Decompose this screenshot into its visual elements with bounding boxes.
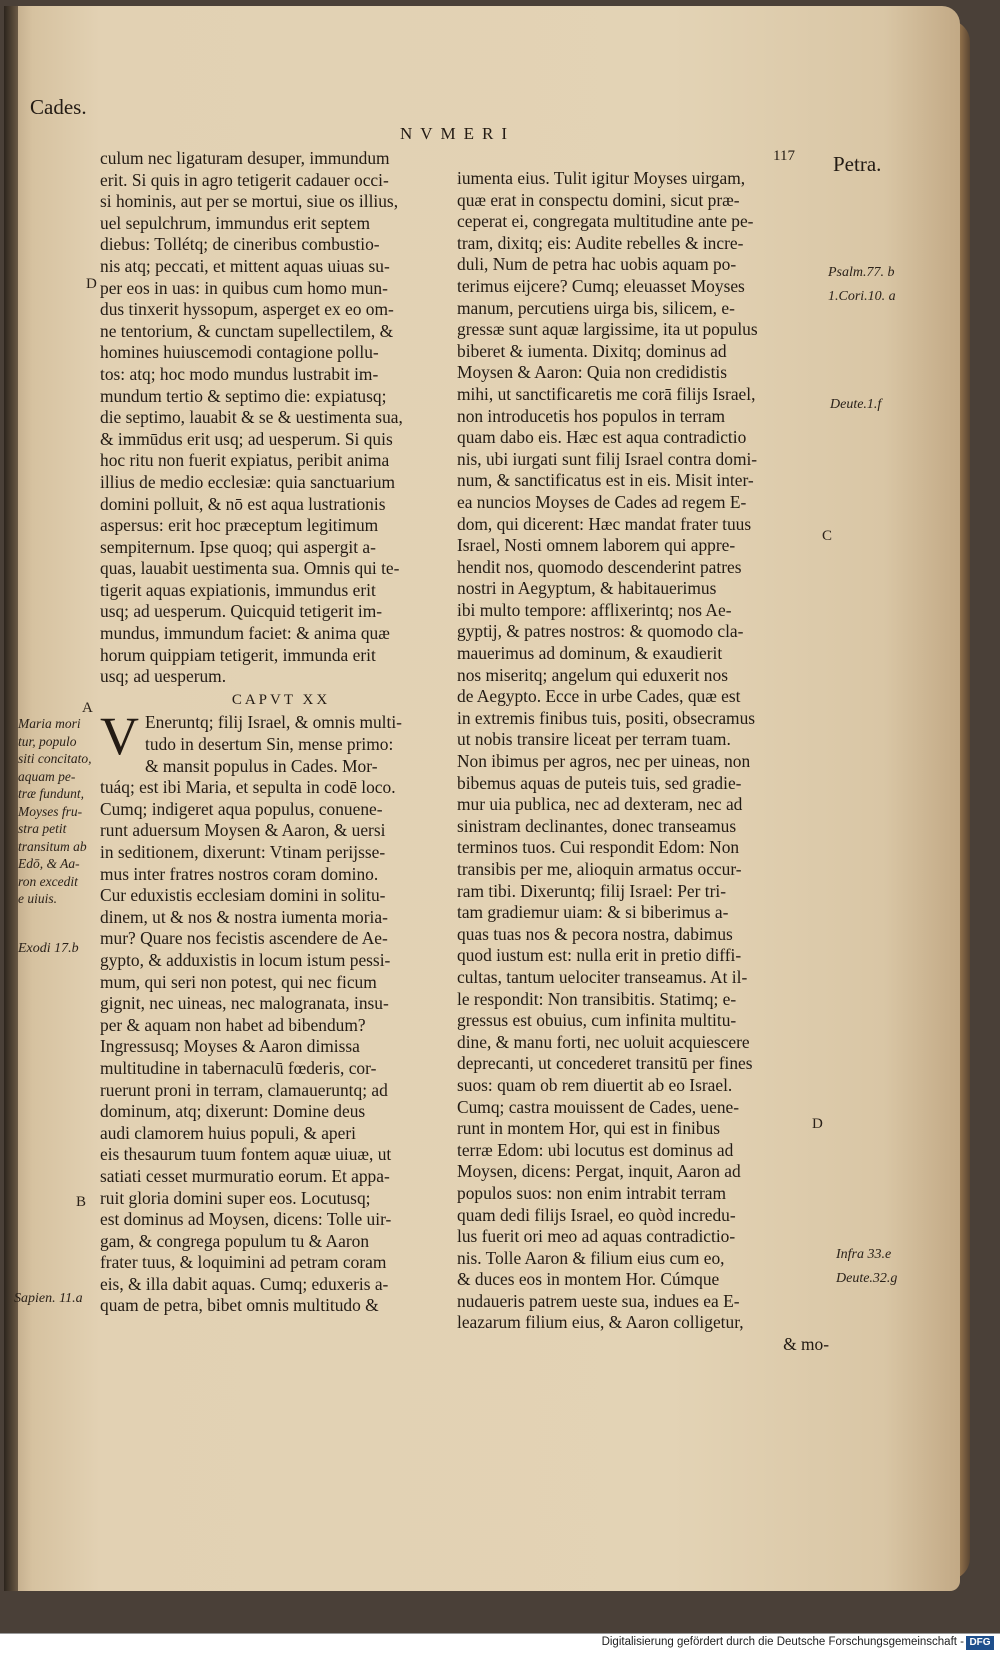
text-line: nis atq; peccati, et mittent aquas uiuas su-	[100, 255, 390, 276]
margin-ref-deute-1: Deute.1.f	[830, 397, 882, 412]
catchword-right: Petra.	[833, 152, 882, 176]
text-line: suos: quam ob rem diuertit ab eo Israel.	[457, 1074, 733, 1095]
text-line: illius de medio ecclesiæ: quia sanctuarium	[100, 471, 396, 492]
text-line: ruerunt proni in terram, clamaueruntq; ad	[100, 1079, 388, 1100]
text-line: erit. Si quis in agro tetigerit cadauer occi-	[100, 169, 389, 190]
text-line: Israel, Nosti omnem laborem qui appre-	[457, 535, 736, 556]
text-line: biberet & iumenta. Dixitq; dominus ad	[457, 340, 727, 361]
text-line: horum quippiam tetigerit, immunda erit	[100, 644, 376, 665]
margin-summary-line: ron excedit	[18, 873, 78, 889]
text-line: num, & sanctificatus est in eis. Misit inter-	[457, 470, 754, 491]
text-line: tudo in desertum Sin, mense primo:	[145, 734, 394, 755]
text-line: uel sepulchrum, immundus erit septem	[100, 212, 370, 233]
text-line: mauerimus ad dominum, & exaudierit	[457, 643, 723, 664]
text-line: terræ Edom: ubi locutus est dominus ad	[457, 1139, 734, 1160]
margin-summary-left	[18, 715, 100, 908]
text-line: tigerit aquas expiationis, immundus erit	[100, 579, 376, 600]
text-line: est dominus ad Moysen, dicens: Tolle uir-	[100, 1209, 392, 1230]
catchword-left: Cades.	[30, 95, 87, 119]
text-line: in seditionem, dixerunt: Vtinam perijsse-	[100, 842, 386, 862]
text-line: ibi multo tempore: afflixerintq; nos Ae-	[457, 599, 732, 620]
text-line: leazarum filium eius, & Aaron colligetur,	[457, 1312, 744, 1333]
text-line: iumenta eius. Tulit igitur Moyses uirgam,	[457, 168, 746, 188]
text-line: domini polluit, & nō est aqua lustrationis	[100, 493, 386, 514]
margin-ref-sapien: Sapien. 11.a	[14, 1291, 83, 1306]
text-line: & immūdus erit usq; ad uesperum. Si quis	[100, 428, 393, 449]
text-line: gyptij, & patres nostros: & quomodo cla-	[457, 621, 744, 642]
text-line: hoc ritu non fuerit expiatus, peribit anima	[100, 450, 390, 471]
text-line: mihi, ut sanctificaretis me corā filijs Israel,	[457, 383, 756, 404]
left-text-column	[100, 148, 462, 1317]
text-line: dine, & manu forti, nec uoluit acquiescere	[457, 1031, 750, 1052]
book-gutter	[4, 6, 18, 1591]
text-line: cultas, tantum uelociter transeamus. At il-	[457, 966, 748, 987]
text-line: Eneruntq; filij Israel, & omnis multi-	[145, 712, 402, 733]
text-line: ceperat ei, congregata multitudine ante pe-	[457, 211, 754, 232]
text-line: dinem, ut & nos & nostra iumenta moria-	[100, 906, 388, 927]
text-line: nis, ubi iurgati sunt filij Israel contra domi-	[457, 448, 758, 469]
text-line: aspersus: erit hoc præceptum legitimum	[100, 515, 379, 536]
text-line: tram, dixitq; eis: Audite rebelles & incre-	[457, 232, 744, 253]
text-line: Cur eduxistis ecclesiam domini in solitu-	[100, 885, 386, 906]
margin-summary-line: træ fundunt,	[18, 786, 85, 801]
text-line: mur uia publica, nec ad dexteram, nec ad	[457, 794, 743, 815]
text-line: sempiternum. Ipse quoq; qui aspergit a-	[100, 536, 376, 557]
text-line: le respondit: Non transibitis. Statimq; e-	[457, 988, 737, 1009]
margin-ref-infra: Infra 33.e	[836, 1247, 892, 1262]
margin-summary-line: aquam pe-	[18, 768, 76, 784]
text-line: tam gradiemur uiam: & si biberimus a-	[457, 902, 729, 923]
margin-summary-line: Edō, & Aa-	[18, 856, 80, 871]
text-line: die septimo, lauabit & se & uestimenta sua,	[100, 407, 403, 428]
text-line: runt in montem Hor, qui est in finibus	[457, 1118, 721, 1139]
chapter-heading: CAPVT XX	[231, 691, 331, 708]
text-line: per & aquam non habet ad bibendum?	[100, 1014, 366, 1035]
text-line: quam dedi filijs Israel, eo quòd incredu-	[457, 1204, 736, 1225]
section-letter-c-right: C	[822, 528, 833, 544]
text-line: nudaueris patrem ueste sua, indues ea E-	[457, 1290, 740, 1311]
section-letter-d-left: D	[86, 276, 97, 292]
text-line: tuáq; est ibi Maria, et sepulta in codē loco.	[100, 777, 396, 798]
text-line: tos: atq; hoc modo mundus lustrabit im-	[100, 363, 379, 384]
catchword-line: & mo-	[783, 1334, 829, 1355]
text-line: nostri in Aegyptum, & habitauerimus	[457, 578, 717, 599]
margin-summary-line: siti concitato,	[18, 751, 92, 766]
text-line: & duces eos in montem Hor. Cúmque	[457, 1269, 720, 1290]
text-line: ut nobis transire liceat per terram tuam.	[457, 729, 731, 750]
text-line: quam dabo eis. Hæc est aqua contradictio	[457, 427, 747, 448]
text-line: quæ erat in conspectu domini, sicut præ-	[457, 189, 740, 210]
chapter-initial: V	[100, 706, 139, 767]
text-line: ne tentorium, & cunctam supellectilem, &	[100, 320, 394, 341]
page-number: 117	[773, 148, 795, 164]
text-line: culum nec ligaturam desuper, immundum	[100, 148, 390, 168]
text-line: terimus eijcere? Cumq; eleuasset Moyses	[457, 275, 745, 296]
text-line: ruit gloria domini super eos. Locutusq;	[100, 1187, 371, 1208]
margin-summary-line: Maria mori	[18, 716, 81, 731]
text-line: runt aduersum Moysen & Aaron, & uersi	[100, 820, 386, 841]
text-line: si hominis, aut per se mortui, siue os illius,	[100, 191, 399, 212]
text-line: ea nuncios Moyses de Cades ad regem E-	[457, 491, 747, 512]
section-letter-a-left: A	[82, 700, 93, 716]
text-line: mur? Quare nos fecistis ascendere de Ae-	[100, 928, 388, 949]
text-line: gypto, & adduxistis in locum istum pessi-	[100, 949, 391, 970]
margin-ref-exodi: Exodi 17.b	[18, 941, 79, 956]
text-line: dus tinxerit hyssopum, asperget ex eo om-	[100, 299, 394, 320]
margin-summary-line: stra petit	[18, 821, 67, 836]
text-line: Moysen, dicens: Pergat, inquit, Aaron ad	[457, 1161, 741, 1182]
text-line: transibis per me, alioquin armatus occur-	[457, 859, 742, 879]
margin-ref-cori: 1.Cori.10. a	[828, 289, 896, 304]
text-line: lus fuerit ori meo ad aquas contradictio-	[457, 1226, 736, 1247]
text-line: populos suos: non enim intrabit terram	[457, 1182, 727, 1203]
margin-ref-psalm: Psalm.77. b	[828, 265, 895, 280]
text-line: quod iustum est: nulla erit in pretio diffi-	[457, 945, 742, 966]
text-line: deprecanti, ut concederet transitū per fines	[457, 1053, 753, 1074]
text-line: dom, qui dicerent: Hæc mandat frater tuus	[457, 513, 752, 534]
text-line: satiati cesset murmuratio eorum. Et appa-	[100, 1165, 390, 1186]
dfg-logo: DFG	[966, 1636, 994, 1650]
text-line: quas tuas nos & pecora nostra, dabimus	[457, 923, 733, 944]
margin-summary-line: tur, populo	[18, 733, 77, 749]
text-line: eis, & illa dabit aquas. Cumq; eduxeris a-	[100, 1273, 389, 1294]
text-line: hendit nos, quomodo descenderint patres	[457, 556, 742, 577]
text-line: de Aegypto. Ecce in urbe Cades, quæ est	[457, 686, 741, 707]
text-line: quas, lauabit uestimenta sua. Omnis qui te-	[100, 558, 400, 579]
text-line: non introducetis hos populos in terram	[457, 405, 726, 426]
text-line: ram tibi. Dixeruntq; filij Israel: Per tri-	[457, 880, 727, 901]
text-line: mum, qui seri non potest, qui nec ficum	[100, 971, 377, 992]
text-line: Non ibimus per agros, nec per uineas, non	[457, 751, 751, 772]
text-line: mundus, immundum faciet: & anima quæ	[100, 623, 390, 644]
text-line: in extremis finibus tuis, positi, obsecramus	[457, 707, 756, 728]
text-line: gam, & congrega populum tu & Aaron	[100, 1230, 370, 1251]
text-line: frater tuus, & loquimini ad petram coram	[100, 1252, 387, 1273]
text-line: gressæ sunt aquæ largissime, ita ut populus	[457, 319, 758, 340]
text-line: Moysen & Aaron: Quia non credidistis	[457, 362, 728, 383]
text-line: sinistram declinantes, donec transeamus	[457, 815, 737, 836]
text-line: diebus: Tollétq; de cineribus combustio-	[100, 234, 380, 255]
text-line: usq; ad uesperum. Quicquid tetigerit im-	[100, 601, 383, 622]
text-line: duli, Num de petra hac uobis aquam po-	[457, 254, 737, 275]
text-line: mundum tertio & septimo die: expiatusq;	[100, 385, 387, 406]
text-line: & mansit populus in Cades. Mor-	[145, 755, 378, 776]
text-line: manum, percutiens uirga bis, silicem, e-	[457, 297, 735, 318]
margin-summary-line: transitum ab	[18, 838, 87, 854]
text-line: quam de petra, bibet omnis multitudo &	[100, 1295, 379, 1316]
margin-summary-line: e uiuis.	[18, 891, 57, 906]
running-head: NVMERI	[400, 124, 516, 143]
right-text-column	[457, 168, 829, 1356]
text-line: mus inter fratres nostros coram domino.	[100, 863, 379, 884]
text-line: terminos tuos. Cui respondit Edom: Non	[457, 837, 740, 858]
margin-summary-line: Moyses fru-	[18, 803, 83, 819]
text-line: Ingressusq; Moyses & Aaron dimissa	[100, 1036, 360, 1057]
section-letter-b-left: B	[76, 1194, 87, 1210]
text-line: usq; ad uesperum.	[100, 666, 227, 687]
text-line: dominum, atq; dixerunt: Domine deus	[100, 1101, 366, 1122]
text-line: nos miseritq; angelum qui eduxerit nos	[457, 664, 728, 685]
text-line: bibemus aquas de puteis tuis, sed gradie-	[457, 772, 742, 793]
text-line: per eos in uas: in quibus cum homo mun-	[100, 277, 388, 298]
section-letter-d-right: D	[812, 1116, 823, 1132]
text-line: Cumq; castra mouissent de Cades, uene-	[457, 1096, 740, 1117]
text-line: eis thesaurum tuum fontem aquæ uiuæ, ut	[100, 1144, 392, 1165]
text-line: audi clamorem huius populi, & aperi	[100, 1122, 356, 1143]
text-line: multitudine in tabernaculū fœderis, cor-	[100, 1057, 377, 1078]
footer-credit: Digitalisierung gefördert durch die Deutsche Forschungsgemeinschaft -	[601, 1636, 964, 1648]
text-line: gressus est obuius, cum infinita multitu-	[457, 1010, 737, 1031]
margin-ref-deute-32: Deute.32.g	[836, 1271, 898, 1286]
text-line: Cumq; indigeret aqua populus, conuene-	[100, 798, 383, 819]
text-line: homines huiuscemodi contagione pollu-	[100, 342, 379, 363]
text-line: nis. Tolle Aaron & filium eius cum eo,	[457, 1247, 725, 1268]
text-line: gignit, nec uineas, nec malogranata, insu-	[100, 993, 389, 1014]
